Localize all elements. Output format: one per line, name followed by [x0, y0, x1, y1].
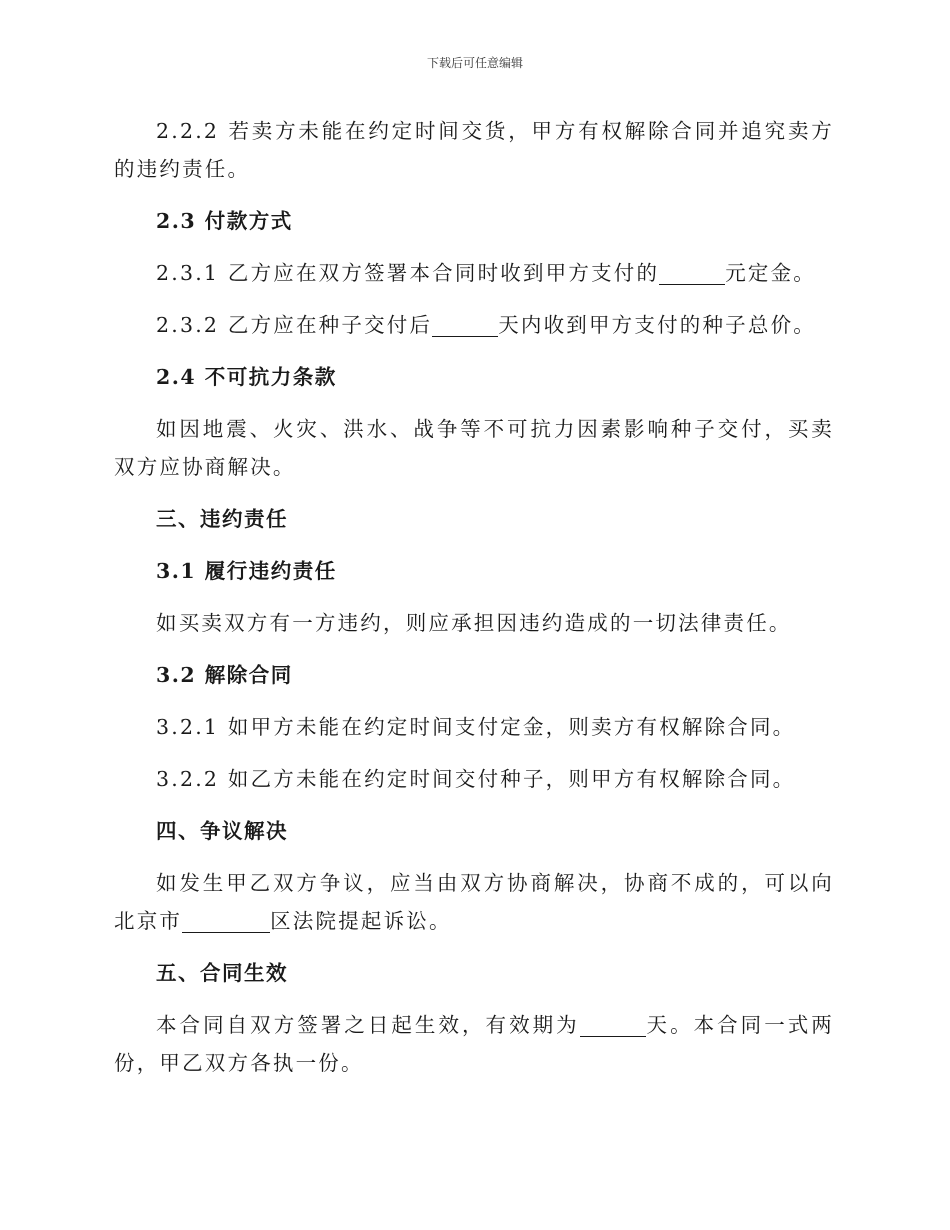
clause-2-2-2: 2.2.2 若卖方未能在约定时间交货，甲方有权解除合同并追究卖方的违约责任。 — [114, 119, 834, 181]
page-header: 下载后可任意编辑 — [426, 56, 523, 70]
clause-3-2-1: 3.2.1 如甲方未能在约定时间支付定金，则卖方有权解除合同。 — [156, 715, 796, 739]
effective-paragraph — [114, 1006, 834, 1082]
heading-2-3: 2.3 付款方式 — [156, 209, 293, 233]
heading-3-2: 3.2 解除合同 — [156, 663, 293, 687]
dispute-paragraph — [114, 864, 834, 940]
dispute-text-after: 区法院提起诉讼。 — [270, 909, 452, 933]
clause-2-3-1-text-before: 2.3.1 乙方应在双方签署本合同时收到甲方支付的 — [156, 261, 660, 285]
heading-section-5: 五、合同生效 — [156, 961, 288, 985]
dispute-text-before: 如发生甲乙双方争议，应当由双方协商解决，协商不成的，可以向北京市 — [114, 871, 834, 933]
effective-text-before: 本合同自双方签署之日起生效，有效期为 — [156, 1013, 580, 1037]
force-majeure-paragraph: 如因地震、火灾、洪水、战争等不可抗力因素影响种子交付，买卖双方应协商解决。 — [114, 417, 834, 479]
heading-3-1: 3.1 履行违约责任 — [156, 559, 337, 583]
heading-2-4: 2.4 不可抗力条款 — [156, 365, 337, 389]
clause-2-3-1-text-after: 元定金。 — [725, 261, 816, 285]
validity-days-blank[interactable] — [580, 1014, 646, 1037]
payment-days-blank[interactable] — [432, 314, 498, 337]
clause-2-3-2 — [114, 306, 834, 344]
liability-paragraph: 如买卖双方有一方违约，则应承担因违约造成的一切法律责任。 — [156, 611, 792, 635]
document-body — [114, 112, 834, 1096]
clause-2-3-1 — [114, 254, 834, 292]
heading-section-3: 三、违约责任 — [156, 507, 288, 531]
effective-text-after: 天。本合同一式两份，甲乙双方各执一份。 — [114, 1013, 834, 1075]
clause-2-3-2-text-before: 2.3.2 乙方应在种子交付后 — [156, 313, 433, 337]
district-blank[interactable] — [182, 910, 270, 933]
clause-2-3-2-text-after: 天内收到甲方支付的种子总价。 — [498, 313, 816, 337]
clause-3-2-2: 3.2.2 如乙方未能在约定时间交付种子，则甲方有权解除合同。 — [156, 767, 796, 791]
heading-section-4: 四、争议解决 — [156, 819, 288, 843]
deposit-amount-blank[interactable] — [659, 262, 725, 285]
